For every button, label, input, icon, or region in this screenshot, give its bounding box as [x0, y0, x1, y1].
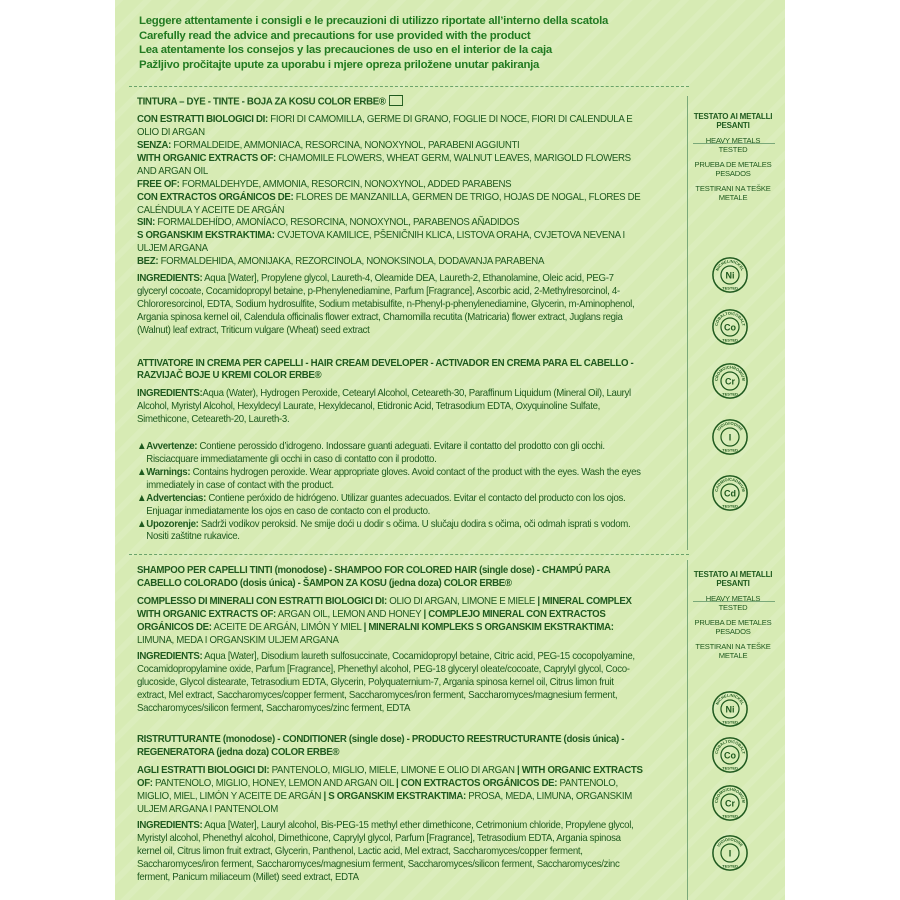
heavy-metals-heading: TESTATO AI METALLI PESANTI — [693, 112, 773, 130]
warning-text: Contiene perossido d’idrogeno. Indossare guanti adeguati. Evitare il contatto del prodotto con gli occhi. Risciacquare immediatamente gli occhi in caso di contatto con il prodotto. — [146, 441, 605, 465]
ingredients-label: INGREDIENTS: — [137, 651, 203, 663]
badge-symbol: Cr — [724, 376, 736, 387]
badge-sub: TESTED — [722, 391, 738, 397]
developer-title: ATTIVATORE IN CREMA PER CAPELLI - HAIR CREAM DEVELOPER - ACTIVADOR EN CREMA PARA EL CABELLO - RAZVIJAČ BOJE U KREMI COLOR ERBE® — [137, 357, 634, 382]
nickel-tested-badge — [711, 256, 749, 294]
badge-ring-text: NICHEL/NICKEL — [714, 258, 746, 272]
badge-symbol: I — [728, 848, 732, 859]
cobalt-tested-badge — [711, 308, 749, 346]
shampoo-section — [137, 565, 644, 716]
dye-text: FORMALDEIDE, AMMONIACA, RESORCINA, NONOXYNOL, PARABENI AGGIUNTI — [171, 139, 520, 151]
complex-label: | COMPLEJO MINERAL CON EXTRACTOS ORGÁNICOS DE: — [137, 608, 606, 633]
ingredients-label: INGREDIENTS: — [137, 388, 203, 400]
main-text — [137, 96, 644, 557]
badge-symbol: Co — [723, 750, 737, 761]
label-sheet — [115, 0, 785, 900]
heavy-metals-heading: TESTATO AI METALLI PESANTI — [693, 570, 773, 588]
side-rule — [693, 143, 775, 144]
warning-icon: ▲ — [137, 466, 147, 478]
dye-label: WITH ORGANIC EXTRACTS OF: — [137, 152, 276, 164]
complex-text: PANTENOLO, MIGLIO, HONEY, LEMON AND ARGAN OIL — [152, 777, 397, 789]
side-rule — [693, 601, 775, 602]
conditioner-ingredients: Aqua [Water], Lauryl alcohol, Bis-PEG-15 methyl ether dimethicone, Cetrimonium chloride, Propylene glycol, Myristyl alcohol, Phenethyl alcohol, Dimethicone, Caprylyl glycol, Parfum [Fragrance], Tetrasodium EDTA, Argania spinosa kernel oil, Citrus limon fruit extract, Glycerin, Panthenol, Lactic acid, Mel extract, Saccharomyces/copper ferment, Saccharomyces/iron ferment, Saccharomyces/magnesium ferment, Saccharomyces/silicon ferment, Saccharomyces/zinc ferment, Panicum miliaceum (Millet) seed extract, EDTA — [137, 820, 634, 884]
warning-icon: ▲ — [137, 492, 147, 504]
intro-line-hr: Pažljivo pročitajte upute za uporabu i mjere opreza priložene unutar pakiranja — [139, 58, 540, 71]
badge-sub: TESTED — [722, 863, 738, 869]
complex-label: | MINERAL COMPLEX WITH ORGANIC EXTRACTS OF: — [137, 595, 632, 620]
main-text-bottom — [137, 565, 644, 898]
complex-text: OLIO DI ARGAN, LIMONE E MIELE — [386, 595, 538, 607]
dye-label: SIN: — [137, 217, 156, 229]
complex-text: LIMUNA, MEDA I ORGANSKIM ULJEM ARGANA — [137, 634, 339, 646]
badge-sub: TESTED — [722, 719, 738, 725]
complex-label: | WITH ORGANIC EXTRACTS OF: — [137, 764, 643, 789]
badge-ring-text: CROMO/CHROMIUM — [713, 786, 747, 804]
badge-sub: TESTED — [722, 813, 738, 819]
dye-text: FLORES DE MANZANILLA, GERMEN DE TRIGO, HOJAS DE NOGAL, FLORES DE CALÉNDULA Y ACEITE DE ARGÁN — [137, 191, 641, 216]
badge-sub: TESTED — [722, 337, 738, 343]
complex-text: PANTENOLO, MIGLIO, MIELE, LIMONE E OLIO DI ARGAN — [269, 764, 517, 776]
iodine-tested-badge — [711, 834, 749, 872]
heavy-metals-es: PRUEBA DE METALES PESADOS — [694, 160, 772, 178]
warning-label: Avvertenze: — [146, 441, 198, 453]
badge-ring-text: CADMIO/CADMIUM — [713, 476, 747, 493]
ingredients-label: INGREDIENTS: — [137, 273, 203, 285]
badge-ring-text: COBALTO/COBALT — [713, 738, 747, 755]
dye-label: BEZ: — [137, 256, 159, 268]
warning-label: Advertencias: — [146, 492, 206, 504]
cadmium-tested-badge — [711, 474, 749, 512]
warning-text: Contiene peróxido de hidrógeno. Utilizar guantes adecuados. Evitar el contacto del producto con los ojos. Enjuagar inmediatamente los ojos en caso de contacto con el producto. — [146, 492, 626, 517]
dye-label: SENZA: — [137, 139, 172, 151]
badge-sub: TESTED — [722, 285, 738, 291]
dye-text: FIORI DI CAMOMILLA, GERME DI GRANO, FOGLIE DI NOCE, FIORI DI CALENDULA E OLIO DI ARGAN — [137, 114, 633, 139]
conditioner-section — [137, 734, 644, 885]
complex-text: PROSA, MEDA, LIMUNA, ORGANSKIM ULJEM ARGANA I PANTENOLOM — [137, 790, 632, 815]
intro-line-es: Lea atentamente los consejos y las precauciones de uso en el interior de la caja — [139, 44, 553, 57]
shampoo-ingredients: Aqua [Water], Disodium laureth sulfosuccinate, Cocamidopropyl betaine, Citric acid, PEG-15 cocopolyamine, Cocamidopropylamine oxide, Parfum [Fragrance], Phenethyl alcohol, PEG-18 glyceryl oleate/cocoate, Caprylyl glycol, Coco-glucoside, Glycol distearate, Tetrasodium EDTA, Glycerin, Polyquaternium-7, Argania spinosa kernel oil, Citrus limon fruit extract, Mel extract, Saccharomyces/copper ferment, Saccharomyces/iron ferment, Saccharomyces/magnesium ferment, Saccharomyces/silicon ferment, Saccharomyces/zinc ferment, EDTA — [137, 651, 635, 715]
box-icon — [389, 95, 403, 106]
intro-notice — [139, 14, 759, 72]
badge-symbol: I — [728, 432, 732, 443]
complex-text: ARGAN OIL, LEMON AND HONEY — [275, 608, 424, 620]
complex-label: | MINERALNI KOMPLEKS S ORGANSKIM EKSTRAKTIMA: — [363, 621, 614, 633]
complex-label: | CON EXTRACTOS ORGÁNICOS DE: — [396, 777, 558, 789]
dye-label: CON EXTRACTOS ORGÁNICOS DE: — [137, 191, 294, 203]
dye-ingredients: Aqua [Water], Propylene glycol, Laureth-4, Oleamide DEA, Laureth-2, Ethanolamine, Oleic acid, PEG-7 glyceryl cocoate, Cocamidopropyl betaine, p-Phenylenediamine, Parfum [Fragrance], Ascorbic acid, 2-Methylresorcinol, 4-Chlororesorcinol, EDTA, Sodium hydrosulfite, Sodium metabisulfite, n-Phenyl-p-phenylenediamine, Glycerin, m-Aminophenol, Argania spinosa kernel oil, Calendula officinalis flower extract, Chamomilla recutita (Matricaria) flower extract, Juglans regia (Walnut) leaf extract, Triticum vulgare (Wheat) seed extract — [137, 273, 635, 336]
dye-text: FORMALDEHYDE, AMMONIA, RESORCIN, NONOXYNOL, ADDED PARABENS — [179, 178, 512, 190]
ingredients-label: INGREDIENTS: — [137, 820, 203, 832]
intro-line-en: Carefully read the advice and precautions for use provided with the product — [139, 29, 531, 42]
heavy-metals-hr: TESTIRANI NA TEŠKE METALE — [695, 642, 771, 660]
badge-ring-text: IODIO/IODINE — [715, 836, 745, 848]
warning-text: Sadrži vodikov peroksid. Ne smije doći u dodir s očima. U slučaju dodira s očima, oči odmah isprati s vodom. Nositi zaštitne rukavice. — [146, 518, 631, 543]
complex-label: | S ORGANSKIM EKSTRAKTIMA: — [323, 790, 466, 802]
badge-symbol: Cr — [724, 798, 736, 809]
badge-sub: TESTED — [722, 447, 738, 453]
shampoo-title: SHAMPOO PER CAPELLI TINTI (monodose) - SHAMPOO FOR COLORED HAIR (single dose) - CHAMPÚ PARA CABELLO COLORADO (dosis única) - ŠAMPON ZA KOSU (jedna doza) COLOR ERBE® — [137, 565, 610, 589]
dye-text: CHAMOMILE FLOWERS, WHEAT GERM, WALNUT LEAVES, MARIGOLD FLOWERS AND ARGAN OIL — [137, 152, 631, 177]
heavy-metals-en: HEAVY METALS TESTED — [705, 136, 761, 154]
dye-label: CON ESTRATTI BIOLOGICI DI: — [137, 114, 268, 126]
complex-label: COMPLESSO DI MINERALI CON ESTRATTI BIOLOGICI DI: — [137, 595, 387, 607]
badge-ring-text: COBALTO/COBALT — [713, 310, 747, 327]
developer-ingredients: Aqua (Water), Hydrogen Peroxide, Cetearyl Alcohol, Ceteareth-30, Paraffinum Liquidum (Mineral Oil), Lauryl Alcohol, Myristyl Alcohol, Hexyldecyl Laurate, Hexyldecanol, Etidronic Acid, Tetrasodium EDTA, Oxyquinoline Sulfate, Simethicone, Ceteareth-20, Laureth-3. — [137, 388, 631, 426]
heavy-metals-es: PRUEBA DE METALES PESADOS — [694, 618, 772, 636]
dye-text: FORMALDEHÍDO, AMONÍACO, RESORCINA, NONOXYNOL, PARABENOS AÑADIDOS — [155, 217, 520, 229]
warning-icon: ▲ — [137, 441, 147, 453]
badge-ring-text: IODIO/IODINE — [715, 420, 745, 432]
badge-sub: TESTED — [722, 765, 738, 771]
heavy-metals-panel-bottom — [693, 570, 773, 666]
side-line-top — [687, 96, 688, 550]
warning-text: Contains hydrogen peroxide. Wear appropriate gloves. Avoid contact of the product with the eyes. Wash the eyes immediately in case of contact with the product. — [146, 466, 641, 491]
dye-section — [137, 96, 644, 338]
badge-symbol: Ni — [725, 704, 735, 715]
heavy-metals-panel-top — [693, 112, 773, 208]
warning-label: Upozorenje: — [146, 518, 199, 530]
conditioner-title: RISTRUTTURANTE (monodose) - CONDITIONER (single dose) - PRODUCTO REESTRUCTURANTE (dosis única) - REGENERATORA (jedna doza) COLOR ERBE® — [137, 733, 625, 758]
badge-symbol: Co — [723, 322, 737, 333]
warning-label: Warnings: — [146, 466, 191, 478]
iodine-tested-badge — [711, 418, 749, 456]
dye-text: CVJETOVA KAMILICE, PŠENIČNIH KLICA, LISTOVA ORAHA, CVJETOVA NEVENA I ULJEM ARGANA — [137, 230, 625, 255]
badge-symbol: Cd — [723, 488, 737, 499]
dye-label: S ORGANSKIM EKSTRAKTIMA: — [137, 230, 275, 242]
dye-title: TINTURA – DYE - TINTE - BOJA ZA KOSU COLOR ERBE® — [137, 96, 386, 108]
nickel-tested-badge — [711, 690, 749, 728]
warning-icon: ▲ — [137, 518, 147, 530]
dye-text: FORMALDEHIDA, AMONIJAKA, REZORCINOLA, NONOKSINOLA, DODAVANJA PARABENA — [158, 256, 545, 268]
badge-sub: TESTED — [722, 503, 738, 509]
badge-ring-text: CROMO/CHROMIUM — [713, 364, 747, 382]
intro-line-it: Leggere attentamente i consigli e le precauzioni di utilizzo riportate all’interno della scatola — [139, 15, 609, 27]
developer-section — [137, 358, 644, 545]
side-line-bottom — [687, 560, 688, 900]
heavy-metals-en: HEAVY METALS TESTED — [705, 594, 761, 612]
chromium-tested-badge — [711, 784, 749, 822]
complex-text: PANTENOLO, MIGLIO, MIEL, LIMÓN Y ACEITE DE ARGÁN — [137, 777, 618, 802]
heavy-metals-hr: TESTIRANI NA TEŠKE METALE — [695, 184, 771, 202]
divider-top — [129, 86, 689, 87]
badge-ring-text: NICHEL/NICKEL — [714, 692, 746, 706]
dye-label: FREE OF: — [137, 178, 180, 190]
badge-symbol: Ni — [725, 270, 735, 281]
complex-text: ACEITE DE ARGÁN, LIMÓN Y MIEL — [211, 621, 364, 633]
cobalt-tested-badge — [711, 736, 749, 774]
chromium-tested-badge — [711, 362, 749, 400]
complex-label: AGLI ESTRATTI BIOLOGICI DI: — [137, 764, 270, 776]
